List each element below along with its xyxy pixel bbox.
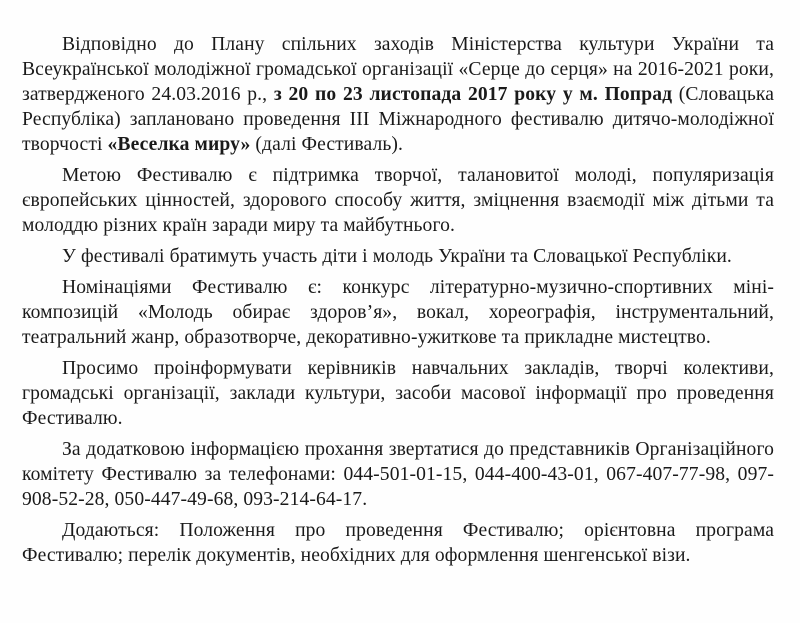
paragraph-goal: Метою Фестивалю є підтримка творчої, талановитої молоді, популяризація європейських цінностей, здорового способу життя, зміцнення взаємодії між дітьми та молоддю різних країн заради миру та майбутнього. [22, 165, 774, 236]
paragraph-plan-text-3: (далі Фестиваль). [250, 134, 403, 155]
paragraph-plan-text-2: (Словацька Республіка) заплановано проведення ІІІ Міжнародного фестивалю дитячо-молодіжної творчості [22, 84, 774, 155]
letter-body [22, 32, 774, 568]
paragraph-attachments: Додаються: Положення про проведення Фестивалю; орієнтовна програма Фестивалю; перелік документів, необхідних для оформлення шенгенської візи. [22, 520, 774, 566]
festival-dates-location: з 20 по 23 листопада 2017 року у м. Попрад [273, 84, 673, 105]
festival-name: «Веселка миру» [107, 134, 251, 155]
paragraph-plan-text-1: Відповідно до Плану спільних заходів Міністерства культури України та Всеукраїнської молодіжної громадської організації «Серце до серця» на 2016-2021 роки, затвердженого 24.03.2016 р., [22, 34, 774, 105]
paragraph-plan [22, 32, 774, 157]
paragraph-request: Просимо проінформувати керівників навчальних закладів, творчі колективи, громадські організації, заклади культури, засоби масової інформації про проведення Фестивалю. [22, 358, 774, 429]
paragraph-nominations: Номінаціями Фестивалю є: конкурс літературно-музично-спортивних міні-композицій «Молодь обирає здоров’я», вокал, хореографія, інструментальний, театральний жанр, образотворче, декоративно-ужиткове та прикладне мистецтво. [22, 277, 774, 348]
paragraph-participants: У фестивалі братимуть участь діти і молодь України та Словацької Республіки. [62, 246, 732, 267]
paragraph-contacts: За додатковою інформацією прохання звертатися до представників Організаційного комітету Фестивалю за телефонами: 044-501-01-15, 044-400-43-01, 067-407-77-98, 097-908-52-28, 050-447-49-68, 093-214-64-17. [22, 439, 774, 510]
